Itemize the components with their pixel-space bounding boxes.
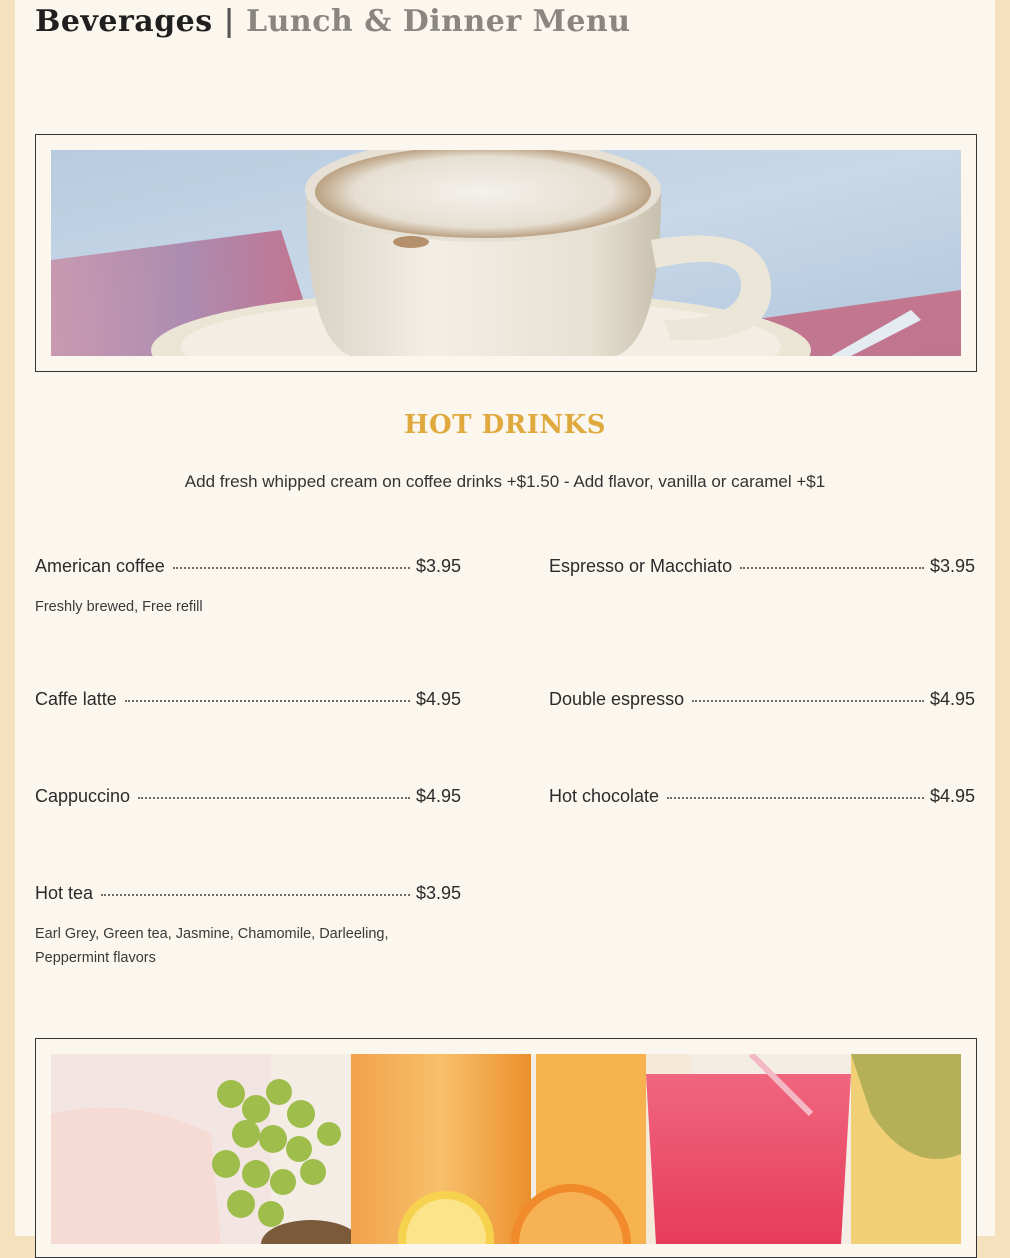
menu-item [35,556,461,619]
item-price: $3.95 [415,883,461,903]
page-title-main: Beverages [35,4,213,39]
dot-leader [101,894,410,896]
item-name: Cappuccino [35,786,131,806]
item-description: Freshly brewed, Free refill [35,599,203,615]
page-title-separator: | [223,4,236,39]
dot-leader [125,700,410,702]
juices-photo-frame [35,1038,977,1258]
menu-page [15,0,995,1236]
section-note: Add fresh whipped cream on coffee drinks +$1.50 - Add flavor, vanilla or caramel +$1 [184,472,826,491]
item-name: American coffee [35,556,165,576]
menu-item [549,556,975,577]
item-price: $4.95 [929,689,975,709]
page-title [35,4,631,39]
menu-item [35,689,461,710]
dot-leader [740,567,924,569]
item-price: $4.95 [415,786,461,806]
page-title-sub: Lunch & Dinner Menu [246,4,631,39]
coffee-photo-frame [35,134,977,372]
item-price: $4.95 [929,786,975,806]
item-name: Double espresso [549,689,685,709]
dot-leader [173,567,410,569]
juices-and-fruit-photo [51,1054,961,1244]
menu-item [35,883,461,970]
dot-leader [667,797,924,799]
coffee-cup-photo [51,150,961,356]
menu-item [549,689,975,710]
item-price: $3.95 [415,556,461,576]
menu-item [35,786,461,807]
item-description: Earl Grey, Green tea, Jasmine, Chamomile, Darleeling, Peppermint flavors [35,926,389,966]
dot-leader [692,700,924,702]
item-name: Hot chocolate [549,786,660,806]
item-name: Caffe latte [35,689,117,709]
menu-item [549,786,975,807]
item-price: $4.95 [415,689,461,709]
item-name: Hot tea [35,883,94,903]
section-title: HOT DRINKS [403,410,607,440]
dot-leader [138,797,410,799]
item-price: $3.95 [929,556,975,576]
item-name: Espresso or Macchiato [549,556,733,576]
